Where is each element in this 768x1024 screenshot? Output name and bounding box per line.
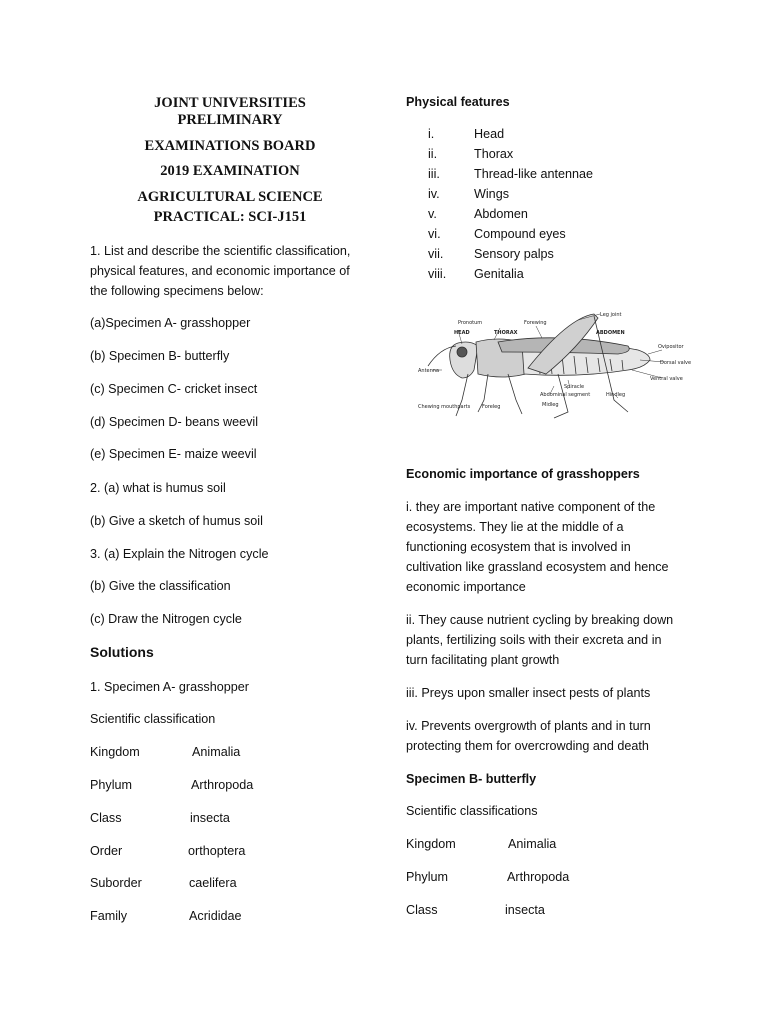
specimen-b-sci-class-label: Scientific classifications <box>406 804 538 818</box>
question-1b: (b) Specimen B- butterfly <box>90 349 230 363</box>
feature-text: Sensory palps <box>474 247 554 261</box>
exam-title-line2: PRELIMINARY <box>177 112 283 128</box>
physical-features-heading: Physical features <box>406 95 510 109</box>
label-leg-joint: Leg joint <box>600 312 622 318</box>
feature-number: iv. <box>428 187 440 201</box>
class-rank: Class <box>90 811 122 825</box>
class-value: caelifera <box>189 876 237 890</box>
class-rank: Kingdom <box>406 837 456 851</box>
feature-number: i. <box>428 127 435 141</box>
class-value: insecta <box>505 903 545 917</box>
feature-text: Head <box>474 127 505 141</box>
label-chewing-mouthparts: Chewing mouthparts <box>418 404 471 410</box>
label-pronotum: Pronotum <box>458 320 483 326</box>
exam-title-line5: AGRICULTURAL SCIENCE <box>137 189 323 205</box>
label-head: HEAD <box>454 330 470 336</box>
class-rank: Kingdom <box>90 745 140 759</box>
question-1a: (a)Specimen A- grasshopper <box>90 316 251 330</box>
feature-text: Compound eyes <box>474 227 566 241</box>
class-rank: Class <box>406 903 438 917</box>
label-ovipositor: Ovipositor <box>658 344 684 350</box>
economic-point-3: iii. Preys upon smaller insect pests of plants <box>406 686 651 700</box>
question-3a: 3. (a) Explain the Nitrogen cycle <box>90 547 269 561</box>
class-value: insecta <box>190 811 230 825</box>
label-thorax: THORAX <box>494 330 518 336</box>
feature-number: vi. <box>428 227 441 241</box>
question-1e: (e) Specimen E- maize weevil <box>90 447 257 461</box>
solution-specimen-a: 1. Specimen A- grasshopper <box>90 680 249 694</box>
label-forewing: Forewing <box>524 320 547 326</box>
question-2b: (b) Give a sketch of humus soil <box>90 514 263 528</box>
label-abdomen: ABDOMEN <box>596 330 625 336</box>
feature-text: Abdomen <box>474 207 528 221</box>
grasshopper-diagram <box>418 308 708 426</box>
economic-importance-heading: Economic importance of grasshoppers <box>406 467 640 481</box>
feature-text: Wings <box>474 187 509 201</box>
feature-text: Thorax <box>474 147 514 161</box>
question-3b: (b) Give the classification <box>90 579 231 593</box>
label-hindleg: Hindleg <box>606 392 626 398</box>
feature-number: vii. <box>428 247 444 261</box>
label-spiracle: Spiracle <box>564 384 585 390</box>
economic-point-2: ii. They cause nutrient cycling by breaking down plants, fertilizing soils with their excreta and in turn facilitating plant growth <box>406 613 674 667</box>
class-rank: Suborder <box>90 876 142 890</box>
solution-sci-class-label: Scientific classification <box>90 712 216 726</box>
class-value: Animalia <box>192 745 241 759</box>
specimen-b-heading: Specimen B- butterfly <box>406 772 537 786</box>
question-1c: (c) Specimen C- cricket insect <box>90 382 258 396</box>
label-ventral-valve: Ventral valve <box>650 376 683 382</box>
economic-point-4: iv. Prevents overgrowth of plants and in turn protecting them for overcrowding and death <box>406 719 651 753</box>
exam-title-line1: JOINT UNIVERSITIES <box>154 95 306 111</box>
class-rank: Phylum <box>406 870 448 884</box>
feature-number: iii. <box>428 167 440 181</box>
class-rank: Family <box>90 909 128 923</box>
class-value: Animalia <box>508 837 557 851</box>
exam-title-line3: EXAMINATIONS BOARD <box>144 138 316 154</box>
feature-number: v. <box>428 207 437 221</box>
class-rank: Phylum <box>90 778 132 792</box>
exam-title-line4: 2019 EXAMINATION <box>160 163 300 179</box>
feature-text: Thread-like antennae <box>474 167 594 181</box>
label-dorsal-valve: Dorsal valve <box>660 360 692 366</box>
label-antenna: Antenna <box>418 368 440 374</box>
label-foreleg: Foreleg <box>482 404 501 410</box>
feature-number: viii. <box>428 267 447 281</box>
class-value: Arthropoda <box>191 778 254 792</box>
label-abdominal-segment: Abdominal segment <box>540 392 591 398</box>
label-midleg: Midleg <box>542 402 559 408</box>
question-1d: (d) Specimen D- beans weevil <box>90 415 258 429</box>
class-value: Acrididae <box>189 909 242 923</box>
question-1: 1. List and describe the scientific classification, physical features, and economic importance of the following specimens below: <box>90 244 351 298</box>
exam-title-line6: PRACTICAL: SCI-J151 <box>153 209 307 225</box>
question-3c: (c) Draw the Nitrogen cycle <box>90 612 242 626</box>
economic-point-1: i. they are important native component of the ecosystems. They lie at the middle of a functioning ecosystem that is involved in cultivation like grassland ecosystem and hence economic importance <box>406 500 669 594</box>
class-rank: Order <box>90 844 123 858</box>
class-value: Arthropoda <box>507 870 570 884</box>
class-value: orthoptera <box>188 844 246 858</box>
feature-text: Genitalia <box>474 267 524 281</box>
solutions-heading: Solutions <box>90 644 154 660</box>
feature-number: ii. <box>428 147 438 161</box>
question-2a: 2. (a) what is humus soil <box>90 481 226 495</box>
